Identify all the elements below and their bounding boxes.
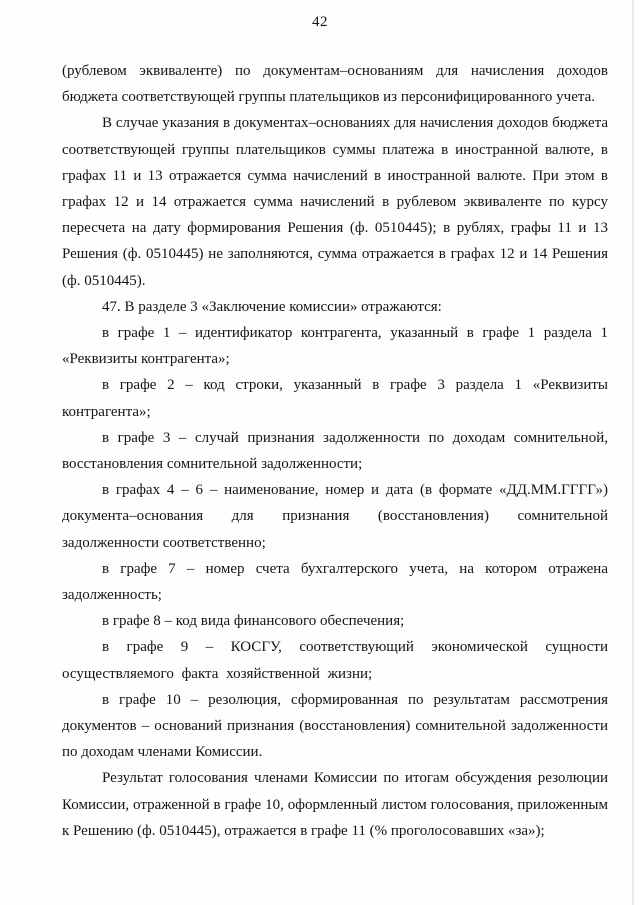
paragraph-columns-4-6: в графах 4 – 6 – наименование, номер и дата (в формате «ДД.ММ.ГГГГ») документа–основания для признания (восстановления) сомнительной задолженности соответственно; bbox=[62, 482, 608, 551]
paragraph-foreign-currency: В случае указания в документах–основаниях для начисления доходов бюджета соответствующей группы плательщиков суммы платежа в иностранной валюте, в графах 11 и 13 отражается сумма начислений в иностранной валюте. При этом в графах 12 и 14 отражается сумма начислений в рублевом эквиваленте по курсу пересчета на дату формирования Решения (ф. 0510445); в рублях, графы 11 и 13 Решения (ф. 0510445) не заполняются, сумма отражается в графах 12 и 14 Решения (ф. 0510445). bbox=[62, 115, 608, 289]
paragraph-column-7: в графе 7 – номер счета бухгалтерского учета, на котором отражена задолженность; bbox=[62, 560, 608, 604]
paragraph-section-3-heading: 47. В разделе 3 «Заключение комиссии» отражаются: bbox=[102, 298, 442, 315]
paragraph-column-3: в графе 3 – случай признания задолженности по доходам сомнительной, восстановления сомнительной задолженности; bbox=[62, 429, 608, 473]
paragraph-column-9: в графе 9 – КОСГУ, соответствующий экономической сущности осуществляемого факта хозяйственной жизни; bbox=[62, 639, 608, 682]
paragraph-column-10: в графе 10 – резолюция, сформированная по результатам рассмотрения документов – оснований признания (восстановления) сомнительной задолженности по доходам членами Комиссии. bbox=[62, 691, 608, 761]
paragraph-continuation: (рублевом эквиваленте) по документам–основаниям для начисления доходов бюджета соответствующей группы плательщиков из персонифицированного учета. bbox=[62, 63, 608, 106]
paragraph-column-1: в графе 1 – идентификатор контрагента, указанный в графе 1 раздела 1 «Реквизиты контрагента»; bbox=[62, 325, 608, 368]
paragraph-column-8: в графе 8 – код вида финансового обеспечения; bbox=[102, 613, 405, 630]
page-number: 42 bbox=[312, 14, 328, 30]
paragraph-column-2: в графе 2 – код строки, указанный в графе 3 раздела 1 «Реквизиты контрагента»; bbox=[62, 377, 608, 420]
paragraph-voting-result: Результат голосования членами Комиссии по итогам обсуждения резолюции Комиссии, отраженной в графе 10, оформленный листом голосования, приложенным к Решению (ф. 0510445), отражается в графе 11 (% проголосовавших «за»); bbox=[62, 770, 608, 839]
scan-edge-line bbox=[632, 0, 634, 905]
document-body bbox=[62, 58, 608, 844]
